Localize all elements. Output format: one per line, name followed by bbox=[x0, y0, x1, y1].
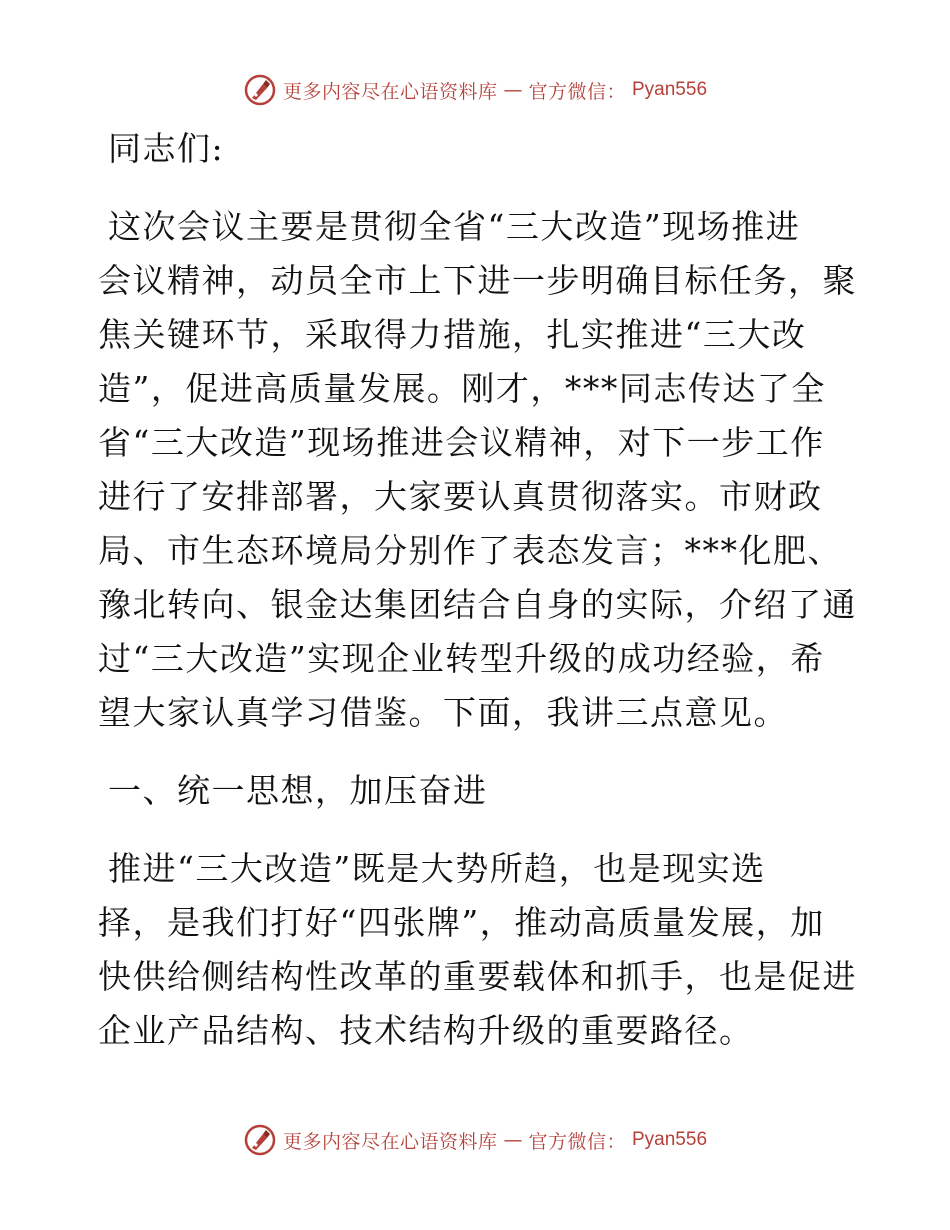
paragraph-line: 会议精神，动员全市上下进一步明确目标任务，聚 bbox=[98, 261, 857, 300]
paragraph-intro bbox=[98, 200, 857, 740]
watermark-separator: — bbox=[503, 1129, 523, 1151]
pen-nib-icon bbox=[243, 73, 277, 107]
footer-watermark bbox=[0, 1120, 950, 1160]
paragraph-line: 焦关键环节，采取得力措施，扎实推进“三大改 bbox=[98, 315, 807, 354]
watermark-separator: — bbox=[503, 79, 523, 101]
salutation: 同志们: bbox=[108, 129, 225, 168]
header-watermark bbox=[0, 70, 950, 110]
watermark-brand: 更多内容尽在心语资料库 bbox=[282, 80, 498, 103]
paragraph-line: 造”，促进高质量发展。刚才，***同志传达了全 bbox=[98, 369, 826, 408]
watermark-brand: 更多内容尽在心语资料库 bbox=[282, 1130, 498, 1153]
paragraph-line: 这次会议主要是贯彻全省“三大改造”现场推进 bbox=[108, 207, 801, 246]
watermark-wechat-id: Pyan556 bbox=[632, 1129, 708, 1150]
document-body bbox=[98, 122, 857, 1058]
section-heading: 一、统一思想，加压奋进 bbox=[108, 771, 488, 810]
paragraph-line: 择，是我们打好“四张牌”，推动高质量发展，加 bbox=[98, 903, 825, 942]
paragraph-line: 推进“三大改造”既是大势所趋，也是现实选 bbox=[108, 849, 766, 888]
paragraph-line: 豫北转向、银金达集团结合自身的实际，介绍了通 bbox=[98, 585, 857, 624]
paragraph-line: 省“三大改造”现场推进会议精神，对下一步工作 bbox=[98, 423, 825, 462]
paragraph-line: 进行了安排部署，大家要认真贯彻落实。市财政 bbox=[98, 477, 823, 516]
watermark-wechat-id: Pyan556 bbox=[632, 79, 708, 100]
paragraph-line: 局、市生态环境局分别作了表态发言；***化肥、 bbox=[98, 531, 842, 570]
paragraph-section-one bbox=[98, 842, 857, 1058]
paragraph-line: 望大家认真学习借鉴。下面，我讲三点意见。 bbox=[98, 693, 788, 732]
watermark-wechat-label: 官方微信： bbox=[528, 80, 626, 103]
paragraph-line: 过“三大改造”实现企业转型升级的成功经验，希 bbox=[98, 639, 825, 678]
paragraph-line: 企业产品结构、技术结构升级的重要路径。 bbox=[98, 1011, 754, 1050]
watermark-wechat-label: 官方微信： bbox=[528, 1130, 626, 1153]
paragraph-line: 快供给侧结构性改革的重要载体和抓手，也是促进 bbox=[98, 957, 857, 996]
pen-nib-icon bbox=[243, 1123, 277, 1157]
